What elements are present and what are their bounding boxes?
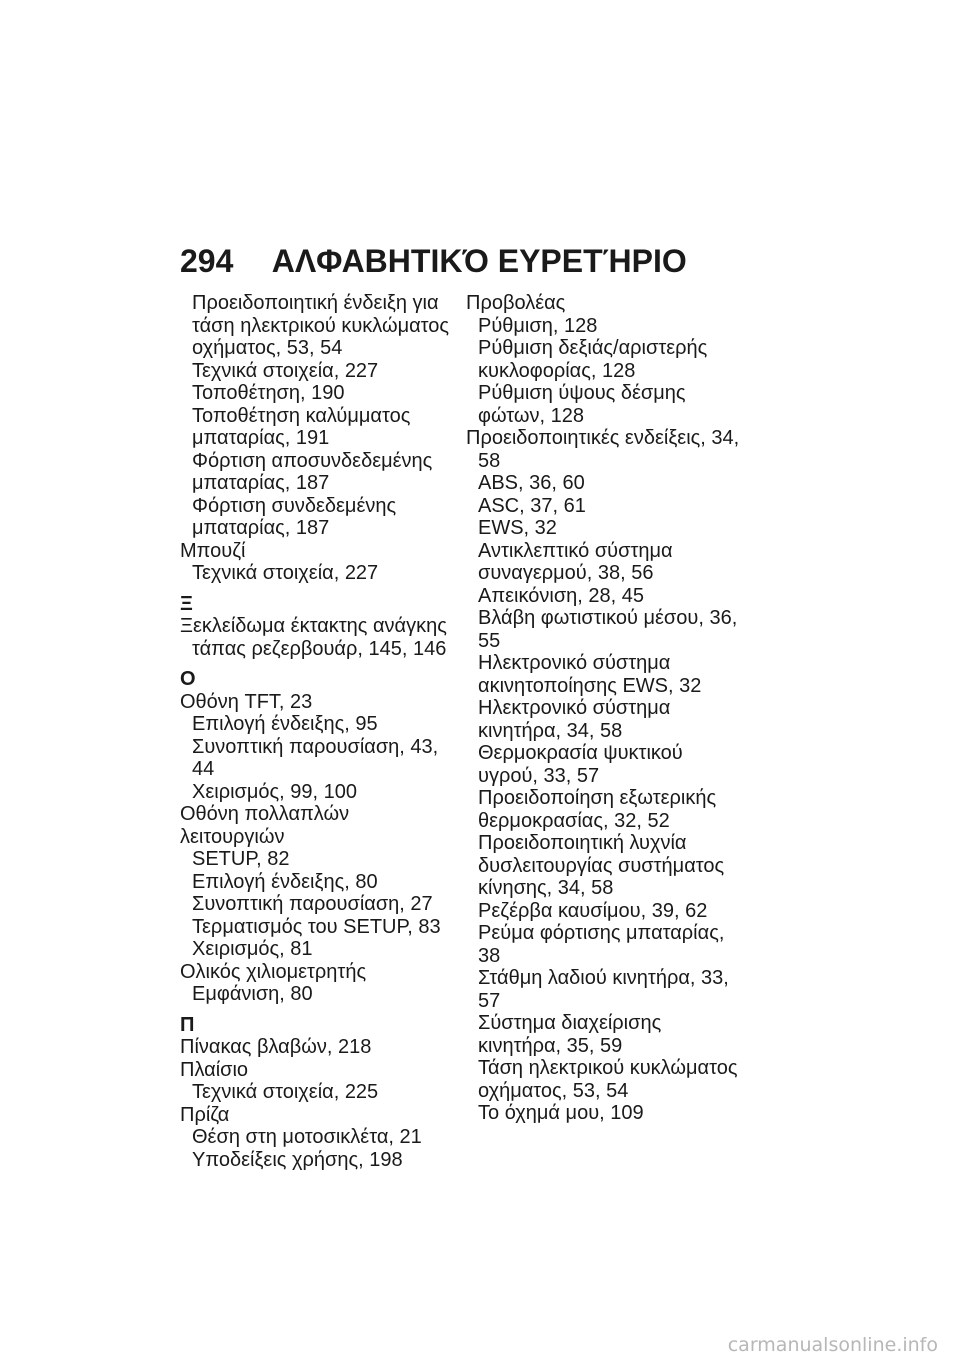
index-entry: Πίνακας βλαβών, 218 xyxy=(180,1036,372,1058)
index-subentry: Ρύθμιση ύψους δέσμης xyxy=(478,382,686,404)
index-section-letter: Π xyxy=(180,1013,195,1036)
index-subentry: SETUP, 82 xyxy=(192,848,290,870)
index-subentry: Συνοπτική παρουσίαση, 27 xyxy=(192,893,433,915)
index-entry: Ξεκλείδωμα έκτακτης ανάγκης xyxy=(180,615,447,637)
index-subentry: Ρύθμιση δεξιάς/αριστερής xyxy=(478,337,708,359)
index-subentry: Επιλογή ένδειξης, 80 xyxy=(192,870,378,893)
index-entry: Πρίζα xyxy=(180,1103,230,1126)
index-subentry: Χειρισμός, 81 xyxy=(192,938,313,960)
index-subentry: Θερμοκρασία ψυκτικού xyxy=(478,742,683,764)
index-subentry: Τοποθέτηση, 190 xyxy=(192,382,345,404)
index-subentry: οχήματος, 53, 54 xyxy=(478,1079,629,1102)
index-subentry: οχήματος, 53, 54 xyxy=(192,337,343,359)
index-section-letter: Ξ xyxy=(180,592,193,615)
index-subentry: 57 xyxy=(478,989,501,1012)
index-subentry: Φόρτιση αποσυνδεδεμένης xyxy=(192,449,433,472)
index-subentry: Συνοπτική παρουσίαση, 43, 44 xyxy=(192,735,439,780)
page-header xyxy=(180,243,687,280)
index-subentry: Βλάβη φωτιστικού μέσου, 36, xyxy=(478,607,738,629)
index-entry: Προειδοποιητικές ενδείξεις, 34, xyxy=(466,427,740,449)
index-subentry: ASC, 37, 61 xyxy=(478,494,586,517)
index-subentry: Ρύθμιση, 128 xyxy=(478,314,598,337)
index-entry: Οθόνη πολλαπλών λειτουργιών xyxy=(180,803,350,848)
index-subentry: Προειδοποιητική λυχνία xyxy=(478,832,687,854)
index-subentry: υγρού, 33, 57 xyxy=(478,764,600,787)
index-subentry: Το όχημά μου, 109 xyxy=(478,1102,644,1124)
index-entry: Πλαίσιο xyxy=(180,1058,249,1081)
index-subentry: Επιλογή ένδειξης, 95 xyxy=(192,713,378,735)
index-subentry: Τοποθέτηση καλύμματος xyxy=(192,404,411,427)
index-subentry: τάση ηλεκτρικού κυκλώματος xyxy=(192,314,450,337)
index-subentry: Εμφάνιση, 80 xyxy=(192,983,313,1005)
index-subentry: 55 xyxy=(478,629,501,652)
index-subentry: EWS, 32 xyxy=(478,517,557,539)
page-title: ΑΛΦΑΒΗΤΙΚΌ ΕΥΡΕΤΉΡΙΟ xyxy=(271,243,687,279)
index-subentry: Τεχνικά στοιχεία, 227 xyxy=(192,359,379,382)
index-subentry: Ηλεκτρονικό σύστημα xyxy=(478,697,671,719)
index-subentry: Υποδείξεις χρήσης, 198 xyxy=(192,1148,403,1171)
index-subentry: Τεχνικά στοιχεία, 225 xyxy=(192,1081,379,1103)
index-column-left xyxy=(180,292,450,1171)
index-entry: Μπουζί xyxy=(180,539,246,562)
index-subentry: Ρεύμα φόρτισης μπαταρίας, 38 xyxy=(478,922,725,967)
index-subentry: 58 xyxy=(478,449,501,472)
index-entry: Οθόνη TFT, 23 xyxy=(180,690,313,713)
index-subentry: μπαταρίας, 187 xyxy=(192,517,330,539)
index-subentry: Αντικλεπτικό σύστημα xyxy=(478,539,673,562)
index-subentry: μπαταρίας, 187 xyxy=(192,472,330,494)
page-number: 294 xyxy=(180,243,234,279)
index-subentry: Προειδοποίηση εξωτερικής xyxy=(478,787,717,809)
index-subentry: κινητήρα, 35, 59 xyxy=(478,1034,623,1057)
index-subentry: Φόρτιση συνδεδεμένης xyxy=(192,494,397,517)
index-subentry: ABS, 36, 60 xyxy=(478,472,585,494)
index-subentry: θερμοκρασίας, 32, 52 xyxy=(478,809,670,832)
index-entry: Ολικός χιλιομετρητής xyxy=(180,960,367,983)
index-subentry: Απεικόνιση, 28, 45 xyxy=(478,584,645,607)
index-subentry: δυσλειτουργίας συστήματος xyxy=(478,854,725,877)
index-subentry: ακινητοποίησης EWS, 32 xyxy=(478,674,702,697)
index-subentry: κινητήρα, 34, 58 xyxy=(478,719,623,742)
watermark: carmanualsonline.info xyxy=(727,1334,938,1356)
index-subentry: Ρεζέρβα καυσίμου, 39, 62 xyxy=(478,899,708,922)
index-subentry: Χειρισμός, 99, 100 xyxy=(192,780,357,803)
index-subentry: Τάση ηλεκτρικού κυκλώματος xyxy=(478,1057,738,1079)
index-subentry: τάπας ρεζερβουάρ, 145, 146 xyxy=(192,637,447,660)
index-subentry: συναγερμού, 38, 56 xyxy=(478,562,654,584)
index-subentry: Στάθμη λαδιού κινητήρα, 33, xyxy=(478,967,729,989)
index-subentry: Προειδοποιητική ένδειξη για xyxy=(192,292,439,314)
index-section-letter: Ο xyxy=(180,668,196,690)
index-column-right xyxy=(466,292,746,1125)
index-subentry: Θέση στη μοτοσικλέτα, 21 xyxy=(192,1126,422,1148)
index-subentry: Ηλεκτρονικό σύστημα xyxy=(478,652,671,674)
index-subentry: κίνησης, 34, 58 xyxy=(478,877,614,899)
index-subentry: Σύστημα διαχείρισης xyxy=(478,1012,662,1034)
index-subentry: μπαταρίας, 191 xyxy=(192,427,330,449)
index-subentry: κυκλοφορίας, 128 xyxy=(478,359,636,382)
index-entry: Προβολέας xyxy=(466,292,566,314)
index-subentry: Τεχνικά στοιχεία, 227 xyxy=(192,562,379,584)
index-subentry: φώτων, 128 xyxy=(478,404,585,427)
index-subentry: Τερματισμός του SETUP, 83 xyxy=(192,915,441,938)
